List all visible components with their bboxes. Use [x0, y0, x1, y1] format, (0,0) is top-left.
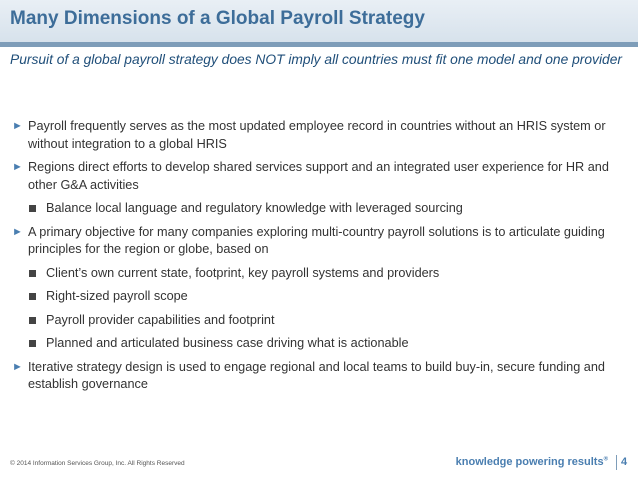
sub-bullet-item [12, 335, 626, 353]
arrow-bullet-icon: ► [12, 225, 23, 238]
sub-bullet-text: Client’s own current state, footprint, key payroll systems and providers [46, 265, 440, 280]
sub-bullet-text: Balance local language and regulatory knowledge with leveraged sourcing [46, 201, 463, 215]
registered-mark: ® [603, 456, 608, 463]
bullet-text: Payroll frequently serves as the most updated employee record in countries without an HRIS system or without integration to a global HRIS [28, 119, 606, 151]
bullet-item [12, 359, 626, 394]
sub-bullet-item [12, 312, 626, 330]
title-divider [0, 42, 638, 47]
square-bullet-icon [29, 340, 36, 347]
sub-bullet-text: Payroll provider capabilities and footprint [46, 312, 275, 327]
bullet-text: Iterative strategy design is used to engage regional and local teams to build buy-in, secure funding and establish governance [28, 359, 605, 391]
copyright-text: © 2014 Information Services Group, Inc. All Rights Reserved [10, 460, 185, 467]
bullet-text: A primary objective for many companies exploring multi-country payroll solutions is to articulate guiding principles for the region or globe, based on [28, 224, 605, 256]
title-bar [0, 0, 638, 42]
sub-bullet-item [12, 200, 626, 218]
arrow-bullet-icon: ► [12, 161, 23, 173]
arrow-bullet-icon: ► [12, 120, 23, 132]
bullet-list [12, 118, 626, 400]
arrow-bullet-icon: ► [12, 360, 23, 373]
sub-bullet-item [12, 265, 626, 283]
slide-subtitle: Pursuit of a global payroll strategy does NOT imply all countries must fit one model and one provider [10, 52, 622, 67]
bullet-text: Regions direct efforts to develop shared services support and an integrated user experience for HR and other G&A activities [28, 160, 609, 192]
slide-title: Many Dimensions of a Global Payroll Strategy [10, 8, 425, 29]
page-number: 4 [621, 456, 628, 468]
square-bullet-icon [29, 270, 36, 277]
sub-bullet-text: Planned and articulated business case driving what is actionable [46, 336, 409, 350]
sub-bullet-item [12, 288, 626, 306]
bullet-item [12, 224, 626, 259]
square-bullet-icon [29, 317, 36, 324]
square-bullet-icon [29, 293, 36, 300]
tagline-text: knowledge powering results [455, 456, 604, 468]
bullet-item [12, 118, 626, 153]
square-bullet-icon [29, 205, 36, 212]
tagline-logo [456, 456, 608, 468]
sub-bullet-text: Right-sized payroll scope [46, 289, 188, 303]
bullet-item [12, 159, 626, 194]
page-number-divider [616, 455, 617, 470]
